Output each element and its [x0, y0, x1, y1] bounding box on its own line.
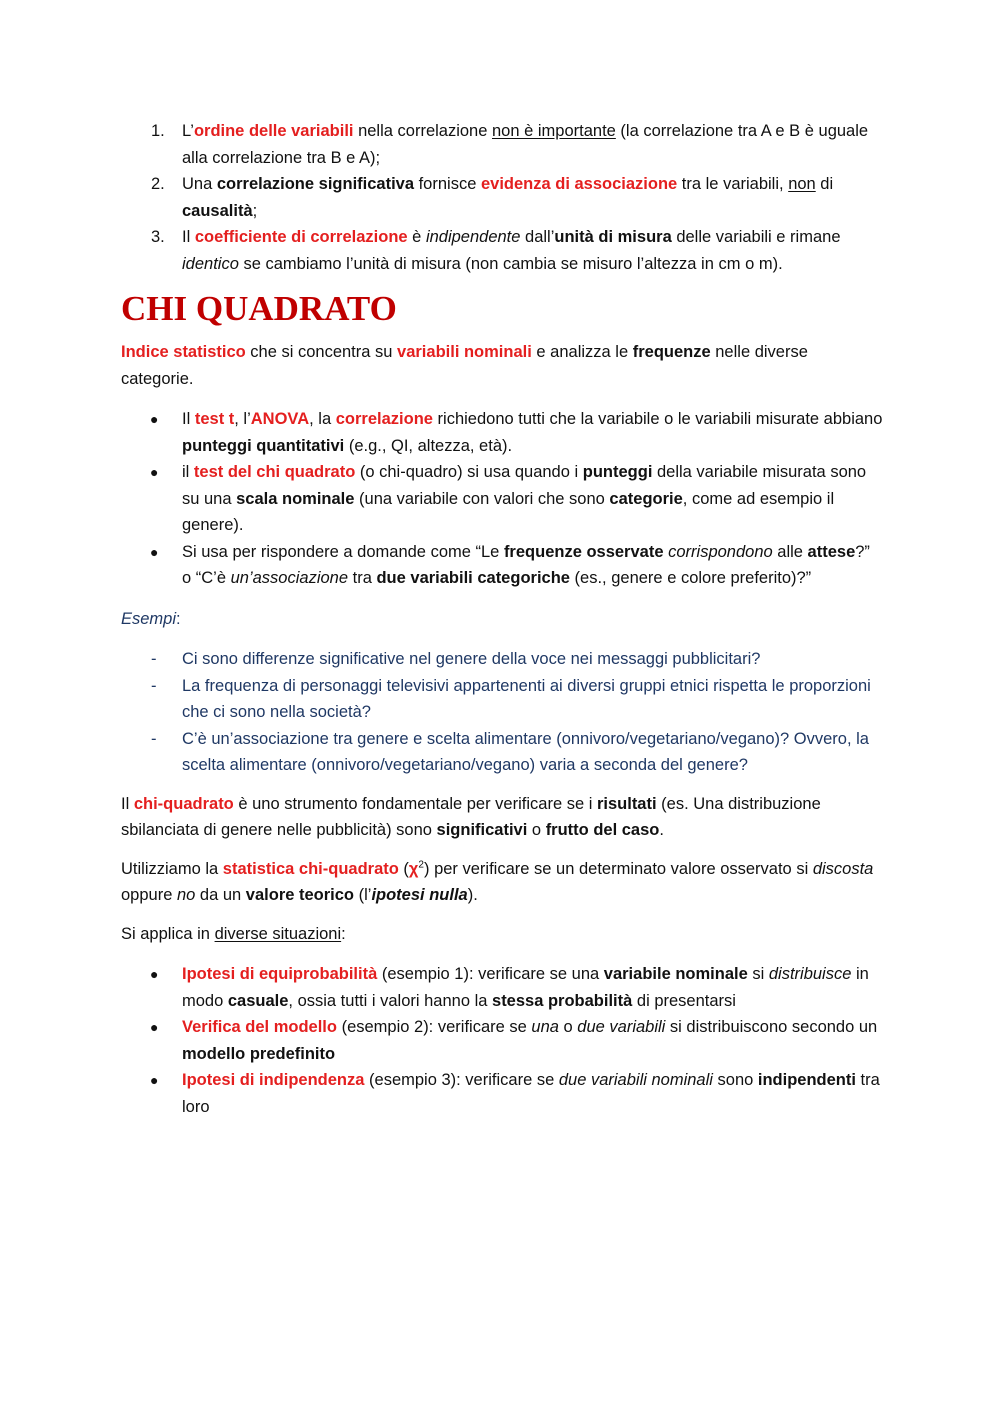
list-item: 2. Una correlazione significativa fornisce evidenza di associazione tra le variabili, non di causalità;: [121, 171, 883, 224]
list-item: ● Si usa per rispondere a domande come “Le frequenze osservate corrispondono alle attese?” o “C’è un’associazione tra due variabili categoriche (es., genere e colore preferito)?”: [121, 539, 883, 592]
numbered-list: [121, 118, 883, 277]
list-item: ● il test del chi quadrato (o chi-quadro) si usa quando i punteggi della variabile misurata sono su una scala nominale (una variabile con valori che sono categorie, come ad esempio il genere).: [121, 459, 883, 539]
intro-paragraph: Indice statistico che si concentra su variabili nominali e analizza le frequenze nelle diverse categorie.: [121, 343, 808, 388]
list-number: 3.: [151, 228, 165, 246]
bullet-icon: ●: [150, 966, 159, 982]
dash-icon: -: [151, 729, 157, 748]
chi-symbol: χ: [408, 859, 419, 878]
bullet-icon: ●: [150, 1019, 159, 1035]
list-item: ● Verifica del modello (esempio 2): verificare se una o due variabili si distribuiscono secondo un modello predefinito: [121, 1014, 883, 1067]
bullet-list-tests: [121, 406, 883, 592]
paragraph-applications: Si applica in diverse situazioni:: [121, 924, 346, 943]
paragraph-significance: Il chi-quadrato è uno strumento fondamentale per verificare se i risultati (es. Una distribuzione sbilanciata di genere nelle pubblicità) sono significativi o frutto del caso.: [121, 794, 821, 839]
list-item: ● Il test t, l’ANOVA, la correlazione richiedono tutti che la variabile o le variabili misurate abbiano punteggi quantitativi (e.g., QI, altezza, età).: [121, 406, 883, 459]
list-item: 3. Il coefficiente di correlazione è indipendente dall’unità di misura delle variabili e rimane identico se cambiamo l’unità di misura (non cambia se misuro l’altezza in cm o m).: [121, 224, 883, 277]
list-number: 1.: [151, 122, 165, 140]
bullet-icon: ●: [150, 543, 159, 560]
section-heading: CHI QUADRATO: [121, 289, 397, 328]
list-item: ● Ipotesi di equiprobabilità (esempio 1): verificare se una variabile nominale si distribuisce in modo casuale, ossia tutti i valori hanno la stessa probabilità di presentarsi: [121, 961, 883, 1014]
examples-list: [121, 646, 883, 779]
bullet-icon: ●: [150, 1072, 159, 1088]
paragraph-statistic: Utilizziamo la statistica chi-quadrato $(\chi^2)$ per verificare se un determinato valore osservato si discosta oppure no da un valore teorico (l’ipotesi nulla).: [121, 859, 874, 904]
list-item: - Ci sono differenze significative nel genere della voce nei messaggi pubblicitari?: [121, 646, 883, 673]
bullet-list-applications: [121, 961, 883, 1120]
document-page: [121, 118, 883, 1120]
bullet-icon: ●: [150, 411, 159, 427]
list-item: ● Ipotesi di indipendenza (esempio 3): verificare se due variabili nominali sono indipendenti tra loro: [121, 1067, 883, 1120]
list-item: - C’è un’associazione tra genere e scelta alimentare (onnivoro/vegetariano/vegano)? Ovvero, la scelta alimentare (onnivoro/vegetariano/vegano) varia a seconda del genere?: [121, 726, 883, 779]
list-item: 1. L’ordine delle variabili nella correlazione non è importante (la correlazione tra A e B è uguale alla correlazione tra B e A);: [121, 118, 883, 171]
esempi-label: Esempi:: [121, 609, 181, 628]
list-number: 2.: [151, 175, 165, 193]
bullet-icon: ●: [150, 464, 159, 480]
list-item: - La frequenza di personaggi televisivi appartenenti ai diversi gruppi etnici rispetta le proporzioni che ci sono nella società?: [121, 673, 883, 726]
dash-icon: -: [151, 650, 157, 668]
dash-icon: -: [151, 676, 157, 695]
